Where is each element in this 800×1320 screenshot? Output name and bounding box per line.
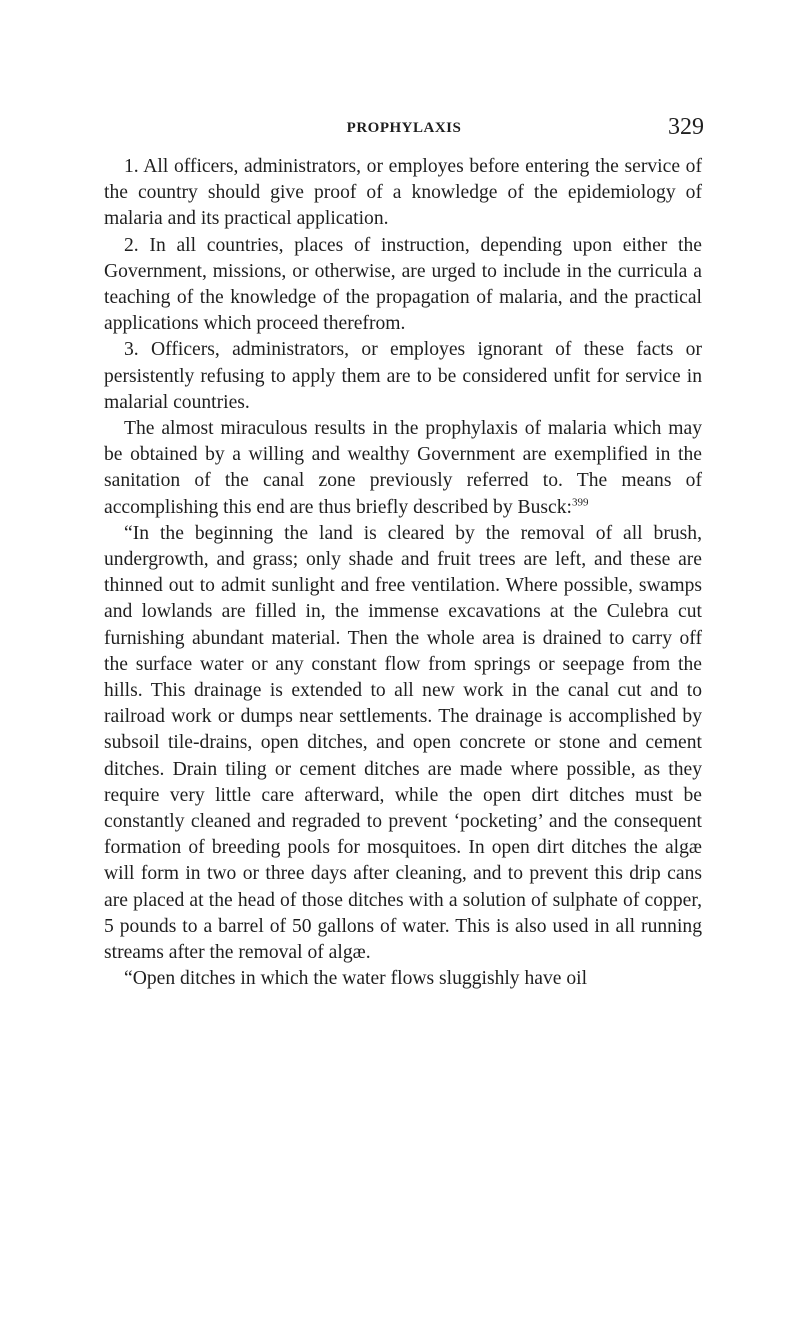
page-header [104,114,704,148]
paragraph-4 [104,416,702,521]
paragraph-1: 1. All officers, administrators, or employes before entering the service of the country should give proof of a knowledge of the epidemiology of malaria and its practical application. [104,156,702,230]
paragraph-4-text: The almost miraculous results in the prophylaxis of malaria which may be obtained by a willing and wealthy Government are exemplified in the sanitation of the canal zone previously referred to. The means of accomplishing this end are thus briefly described by Busck: [104,418,702,518]
paragraph-6: “Open ditches in which the water flows sluggishly have oil [124,968,588,990]
body-text [104,154,702,993]
running-head: PROPHYLAXIS [346,120,462,136]
reference-marker: 399 [571,496,589,509]
paragraph-2: 2. In all countries, places of instruction, depending upon either the Government, missions, or otherwise, are urged to include in the curricula a teaching of the knowledge of the propagation of malaria, and the practical applications which proceed therefrom. [104,234,702,335]
page-number: 329 [668,114,704,140]
paragraph-5: “In the beginning the land is cleared by the removal of all brush, undergrowth, and grass; only shade and fruit trees are left, and these are thinned out to admit sunlight and free ventilation. Where possible, swamps and lowlands are filled in, the immense excavations at the Culebra cut furnishing abundant material. Then the whole area is drained to carry off the surface water or any constant flow from springs or seepage from the hills. This drainage is extended to all new work in the canal cut and to railroad work or dumps near settlements. The drainage is accomplished by subsoil tile-drains, open ditches, and open concrete or stone and cement ditches. Drain tiling or cement ditches are made where possible, as they require very little care afterward, while the open dirt ditches must be constantly cleaned and regraded to prevent ‘pocketing’ and the consequent formation of breeding pools for mosquitoes. In open dirt ditches the algæ will form in two or three days after cleaning, and to prevent this drip cans are placed at the head of those ditches with a solution of sulphate of copper, 5 pounds to a barrel of 50 gallons of water. This is also used in all running streams after the removal of algæ. [104,522,702,964]
paragraph-3: 3. Officers, administrators, or employes ignorant of these facts or persistently refusing to apply them are to be considered unfit for service in malarial countries. [104,339,702,413]
